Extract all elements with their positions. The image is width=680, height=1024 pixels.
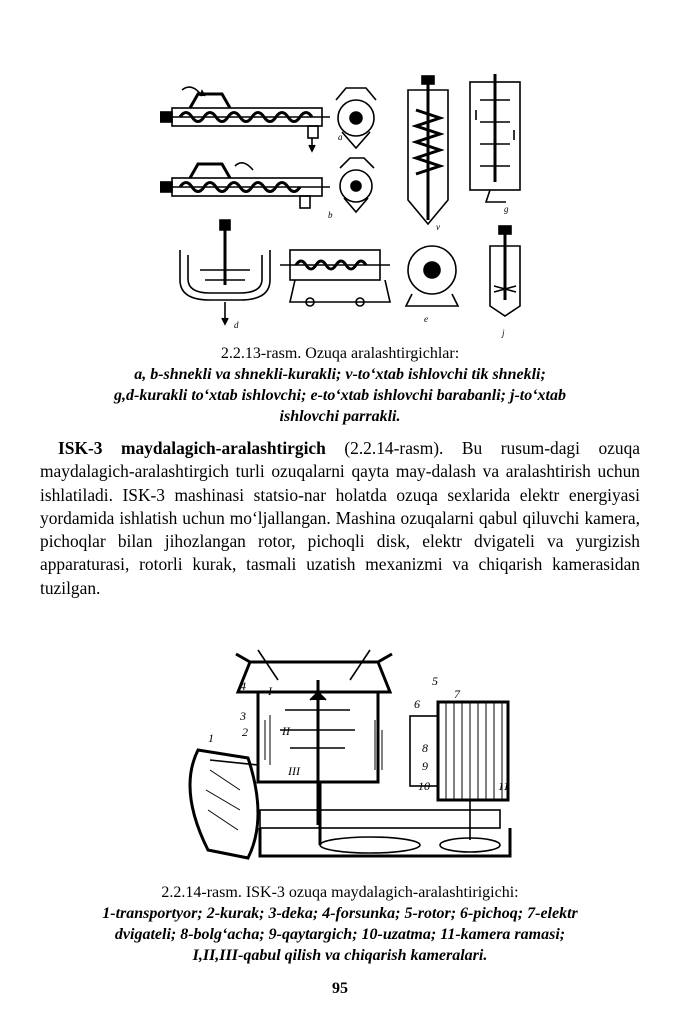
mixer-v — [408, 76, 448, 232]
mixer-sections — [328, 88, 376, 220]
label-b: b — [328, 210, 333, 220]
label-d: d — [234, 320, 239, 330]
label-2: 2 — [242, 725, 248, 739]
label-I: I — [268, 684, 272, 698]
mixer-b — [160, 163, 330, 208]
label-7: 7 — [454, 687, 460, 701]
label-4: 4 — [240, 679, 246, 693]
caption-line: dvigateli; 8-bolg‘acha; 9-qaytargich; 10-uzatma; 11-kamera ramasi; — [114, 926, 566, 943]
paragraph-title: ISK-3 maydalagich-aralashtirgich — [58, 438, 326, 458]
mixer-d — [180, 220, 270, 330]
caption-line: g,d-kurakli to‘xtab ishlovchi; e-to‘xtab ishlovchi barabanli; j-to‘xtab — [114, 387, 566, 404]
label-3: 3 — [240, 709, 246, 723]
mixer-a — [160, 87, 330, 151]
label-1: 1 — [208, 731, 214, 745]
figure-caption-2 — [40, 882, 640, 966]
paragraph-text: (2.2.14-rasm). Bu rusum-dagi ozuqa maydalagich-aralashtirgich turli ozuqalarni qayta may-dalash va aralashtirish uchun ishlatiladi. ISK-3 mashinasi statsio-nar holatda ozuqa sexlarida elektr energiyasi yordamida ishlatish uchun mo‘ljallangan. Mashina ozuqalarni qabul qiluvchi kamera, pichoqlar bilan jihozlangan rotor, pichoqli disk, elektr dvigateli va yurgizish apparaturasi, rotorli kurak, tasmali uzatish mexanizmi va chiqarish kamerasidan tuzilgan. — [40, 438, 640, 598]
label-9: 9 — [422, 759, 428, 773]
label-5: 5 — [432, 674, 438, 688]
mixer-g — [470, 74, 520, 214]
figure-mixers — [160, 70, 530, 340]
label-v: v — [436, 222, 440, 232]
label-11: 11 — [498, 779, 510, 793]
label-6: 6 — [414, 697, 420, 711]
figure-caption-1 — [40, 343, 640, 427]
caption-line: a, b-shnekli va shnekli-kurakli; v-to‘xtab ishlovchi tik shnekli; — [134, 366, 546, 383]
label-g: g — [504, 204, 509, 214]
label-8: 8 — [422, 741, 428, 755]
label-e: e — [424, 314, 428, 324]
caption-line: 1-transportyor; 2-kurak; 3-deka; 4-forsunka; 5-rotor; 6-pichoq; 7-elektr — [102, 905, 578, 922]
mixer-j — [490, 226, 520, 338]
caption-line: I,II,III-qabul qilish va chiqarish kameralari. — [192, 947, 488, 964]
mixer-e — [280, 246, 458, 324]
caption-title-2: 2.2.14-rasm. ISK-3 ozuqa maydalagich-aralashtirigichi: — [161, 884, 519, 901]
page-number: 95 — [332, 980, 348, 997]
caption-title-1: 2.2.13-rasm. Ozuqa aralashtirgichlar: — [220, 345, 460, 362]
figure-isk3 — [170, 640, 530, 880]
label-II: II — [282, 724, 290, 738]
label-a: a — [338, 132, 343, 142]
label-10: 10 — [418, 779, 430, 793]
body-paragraph — [40, 437, 640, 600]
caption-line: ishlovchi parrakli. — [279, 408, 401, 425]
label-III: III — [288, 764, 300, 778]
label-j: j — [502, 328, 505, 338]
